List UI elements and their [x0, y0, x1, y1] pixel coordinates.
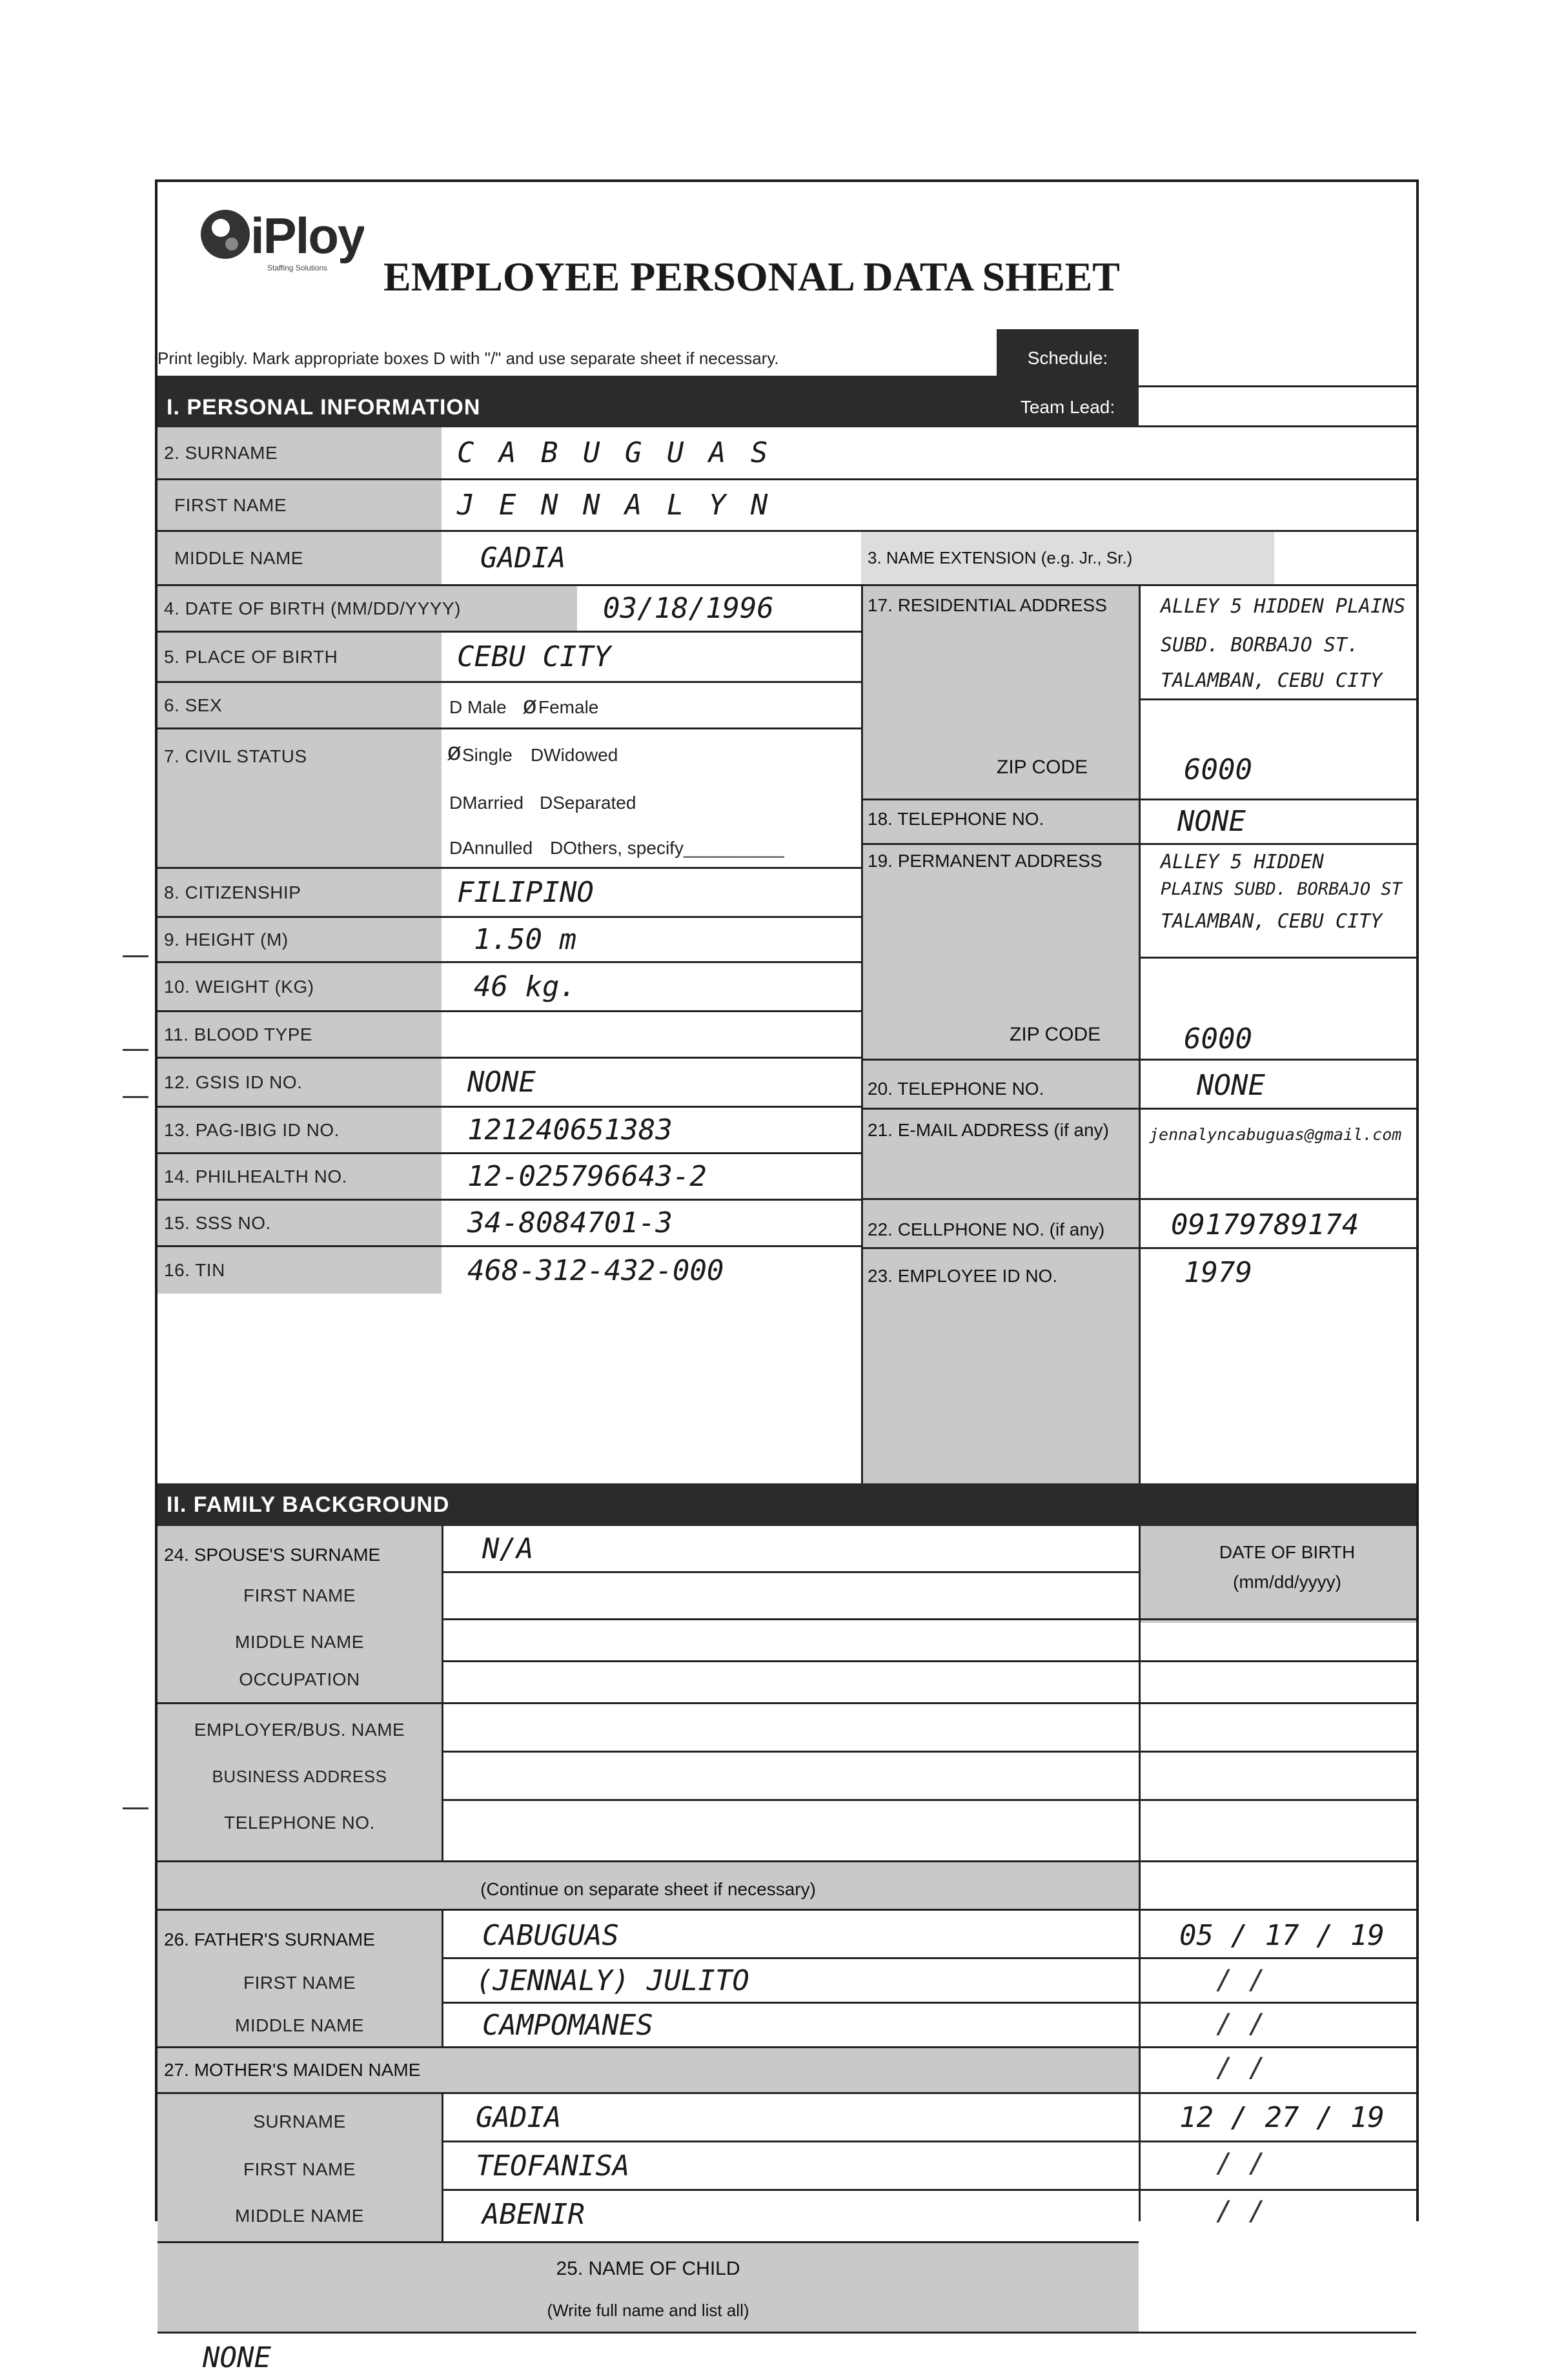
gsis-row [158, 1059, 861, 1108]
blood-type-label: 11. BLOOD TYPE [158, 1012, 442, 1057]
weight-row [158, 963, 861, 1012]
middle-name-field[interactable]: GADIA [480, 542, 566, 575]
civil-others-option[interactable]: DOthers, specify__________ [550, 838, 784, 858]
cellphone-rule [863, 1247, 1416, 1249]
philhealth-row [158, 1154, 861, 1201]
spouse-middle-name-label: MIDDLE NAME [235, 1632, 364, 1652]
civil-single-mark: ø [447, 738, 462, 766]
philhealth-field[interactable]: 12-025796643-2 [467, 1160, 707, 1193]
zip-label: ZIP CODE [997, 757, 1088, 778]
civil-separated-option[interactable]: DSeparated [540, 793, 636, 813]
spouse-business-address-label: BUSINESS ADDRESS [212, 1766, 387, 1786]
dob-header-label: DATE OF BIRTH (mm/dd/yyyy) [1219, 1542, 1356, 1592]
spouse-surname-field[interactable]: N/A [482, 1532, 534, 1565]
weight-field[interactable]: 46 kg. [474, 970, 576, 1003]
zip-field[interactable]: 6000 [1184, 753, 1252, 786]
permanent-address-label: 19. PERMANENT ADDRESS [868, 851, 1103, 871]
employee-id-label: 23. EMPLOYEE ID NO. [868, 1266, 1058, 1286]
instructions-row [158, 329, 1416, 387]
citizenship-label: 8. CITIZENSHIP [158, 869, 442, 916]
zip2-rule [1139, 957, 1416, 959]
divider [1139, 586, 1141, 1483]
pagibig-row [158, 1108, 861, 1154]
permanent-address-line-1[interactable]: ALLEY 5 HIDDEN [1161, 850, 1324, 873]
section-personal-title: I. PERSONAL INFORMATION [158, 387, 1139, 427]
logo-mark-icon [196, 199, 254, 270]
spouse-first-name-label: FIRST NAME [243, 1585, 356, 1605]
team-lead-field[interactable] [1139, 387, 1416, 427]
residential-address-line-2[interactable]: SUBD. BORBAJO ST. [1161, 634, 1359, 656]
child-name-field[interactable]: NONE [203, 2341, 271, 2374]
sss-field[interactable]: 34-8084701-3 [467, 1206, 673, 1239]
mother-surname-field[interactable]: GADIA [476, 2100, 562, 2134]
section-personal-row [158, 387, 1416, 427]
margin-tick [123, 955, 148, 957]
middle-name-row [158, 532, 1416, 586]
telephone2-field[interactable]: NONE [1197, 1068, 1265, 1102]
zip2-field[interactable]: 6000 [1184, 1022, 1252, 1055]
civil-widowed-option[interactable]: DWidowed [531, 745, 618, 765]
sss-row [158, 1201, 861, 1247]
spouse-employer-field[interactable] [443, 1704, 1139, 1751]
blood-type-field[interactable] [442, 1012, 861, 1057]
family-rule [158, 2332, 1416, 2334]
logo [196, 194, 364, 278]
father-dob-field[interactable]: 05 / 17 / 19 [1179, 1918, 1385, 1952]
father-surname-label: 26. FATHER'S SURNAME [164, 1929, 375, 1949]
father-surname-field[interactable]: CABUGUAS [482, 1918, 619, 1952]
first-name-label: FIRST NAME [158, 480, 442, 530]
civil-single-option[interactable]: Single [462, 745, 513, 765]
gsis-field[interactable]: NONE [467, 1066, 536, 1099]
weight-label: 10. WEIGHT (KG) [158, 963, 442, 1010]
sex-female-option[interactable]: Female [538, 697, 599, 717]
sss-label: 15. SSS NO. [158, 1201, 442, 1245]
spouse-employer-label: EMPLOYER/BUS. NAME [194, 1720, 405, 1740]
telephone2-label: 20. TELEPHONE NO. [868, 1079, 1044, 1099]
residential-address-line-3[interactable]: TALAMBAN, CEBU CITY [1161, 669, 1383, 692]
first-name-field[interactable]: J E N N A L Y N [457, 489, 772, 522]
middle-name-label: MIDDLE NAME [158, 532, 442, 584]
mother-first-name-field[interactable]: TEOFANISA [476, 2149, 630, 2182]
philhealth-label: 14. PHILHEALTH NO. [158, 1154, 442, 1199]
first-name-row [158, 480, 1416, 532]
child-name-note: (Write full name and list all) [547, 2300, 749, 2320]
gsis-label: 12. GSIS ID NO. [158, 1059, 442, 1106]
mother-surname-label: SURNAME [253, 2111, 346, 2131]
mother-middle-dob-slashes: / / [1216, 2195, 1265, 2226]
mother-first-name-label: FIRST NAME [243, 2159, 356, 2179]
permanent-address-line-3[interactable]: TALAMBAN, CEBU CITY [1161, 910, 1383, 933]
mother-maiden-name-label: 27. MOTHER'S MAIDEN NAME [164, 2060, 421, 2080]
father-middle-name-field[interactable]: CAMPOMANES [482, 2008, 653, 2042]
father-first-name-label: FIRST NAME [243, 1973, 356, 1993]
data-sheet-form [155, 179, 1419, 2374]
pob-label: 5. PLACE OF BIRTH [158, 633, 442, 681]
sex-male-option[interactable]: D Male [449, 697, 507, 717]
sex-female-mark: ø [522, 692, 538, 719]
zip-rule [1139, 698, 1416, 700]
section-family-title: II. FAMILY BACKGROUND [158, 1483, 1416, 1526]
blood-type-row [158, 1012, 861, 1059]
height-label: 9. HEIGHT (M) [158, 918, 442, 961]
father-middle-dob-slashes: / / [1216, 2008, 1265, 2039]
telephone-field[interactable]: NONE [1177, 804, 1246, 838]
spouse-business-address-field[interactable] [443, 1753, 1139, 1799]
spouse-first-name-field[interactable] [443, 1573, 1139, 1618]
margin-tick [123, 1807, 148, 1809]
pagibig-field[interactable]: 121240651383 [467, 1114, 673, 1146]
tin-field[interactable]: 468-312-432-000 [467, 1254, 724, 1287]
cellphone-field[interactable]: 09179789174 [1171, 1208, 1359, 1241]
dob-row [158, 586, 861, 633]
residential-address-line-1[interactable]: ALLEY 5 HIDDEN PLAINS [1161, 595, 1406, 618]
logo-subtext: Staffing Solutions [267, 263, 328, 272]
philhealth-rule [863, 1198, 1416, 1200]
height-row [158, 918, 861, 963]
mother-middle-name-field[interactable]: ABENIR [482, 2197, 585, 2231]
zip2-rule [863, 1059, 1416, 1061]
telephone2-rule [863, 1108, 1416, 1110]
schedule-label: Schedule: [997, 329, 1139, 387]
email-label: 21. E-MAIL ADDRESS (if any) [868, 1120, 1109, 1140]
mother-middle-name-label: MIDDLE NAME [235, 2206, 364, 2226]
child-name-header: 25. NAME OF CHILD [556, 2258, 740, 2279]
pagibig-label: 13. PAG-IBIG ID NO. [158, 1108, 442, 1152]
instruction-bar [158, 376, 997, 387]
spouse-occupation-label: OCCUPATION [239, 1669, 360, 1689]
father-first-dob-slashes: / / [1216, 1964, 1265, 1995]
civil-annulled-option[interactable]: DAnnulled [449, 838, 533, 858]
email-field[interactable]: jennalyncabuguas@gmail.com [1149, 1124, 1402, 1144]
pob-row [158, 633, 861, 683]
tin-label: 16. TIN [158, 1247, 442, 1294]
name-extension-label: 3. NAME EXTENSION (e.g. Jr., Sr.) [861, 532, 1274, 584]
civil-status-row [158, 729, 861, 869]
logo-text: iPloy [250, 207, 364, 264]
mother-first-dob-slashes: / / [1216, 2147, 1265, 2179]
spouse-occupation-field[interactable] [443, 1662, 1139, 1702]
spouse-telephone-label: TELEPHONE NO. [224, 1813, 375, 1833]
permanent-address-line-2[interactable]: PLAINS SUBD. BORBAJO ST [1161, 879, 1402, 899]
telephone-label: 18. TELEPHONE NO. [868, 809, 1044, 829]
civil-status-label: 7. CIVIL STATUS [158, 729, 442, 867]
spouse-surname-label: 24. SPOUSE'S SURNAME [164, 1545, 381, 1565]
name-extension-field[interactable] [1274, 532, 1416, 584]
civil-married-option[interactable]: DMarried [449, 793, 524, 813]
mother-header-dob-slashes: / / [1216, 2051, 1265, 2083]
surname-label: 2. SURNAME [158, 427, 442, 478]
zip2-label: ZIP CODE [1010, 1024, 1101, 1045]
cellphone-label: 22. CELLPHONE NO. (if any) [868, 1219, 1105, 1239]
sex-row [158, 683, 861, 729]
residential-address-label: 17. RESIDENTIAL ADDRESS [868, 595, 1107, 615]
citizenship-field[interactable]: FILIPINO [457, 876, 594, 909]
team-lead-label: Team Lead: [997, 387, 1139, 427]
continue-note: (Continue on separate sheet if necessary) [480, 1879, 816, 1899]
pob-field[interactable]: CEBU CITY [457, 640, 611, 673]
page-title: EMPLOYEE PERSONAL DATA SHEET [383, 254, 1120, 300]
spouse-telephone-field[interactable] [443, 1801, 1139, 1847]
surname-field[interactable]: C A B U G U A S [457, 436, 772, 469]
father-middle-name-label: MIDDLE NAME [235, 2015, 364, 2035]
dob-field[interactable]: 03/18/1996 [603, 592, 774, 625]
sex-label: 6. SEX [158, 683, 442, 727]
mother-dob-field[interactable]: 12 / 27 / 19 [1179, 2100, 1385, 2134]
father-first-name-field[interactable]: (JENNALY) JULITO [476, 1964, 749, 1997]
margin-tick [123, 1049, 148, 1051]
telephone-rule [863, 843, 1416, 845]
employee-id-field[interactable]: 1979 [1184, 1256, 1252, 1289]
citizenship-row [158, 869, 861, 918]
margin-tick [123, 1096, 148, 1098]
tin-row [158, 1247, 861, 1294]
height-field[interactable]: 1.50 m [474, 923, 576, 956]
schedule-field[interactable] [1139, 329, 1416, 387]
surname-row [158, 427, 1416, 480]
instructions-text: Print legibly. Mark appropriate boxes D with "/" and use separate sheet if necessary. [158, 349, 779, 368]
spouse-middle-name-field[interactable] [443, 1620, 1139, 1660]
dob-label: 4. DATE OF BIRTH (MM/DD/YYYY) [158, 586, 577, 631]
